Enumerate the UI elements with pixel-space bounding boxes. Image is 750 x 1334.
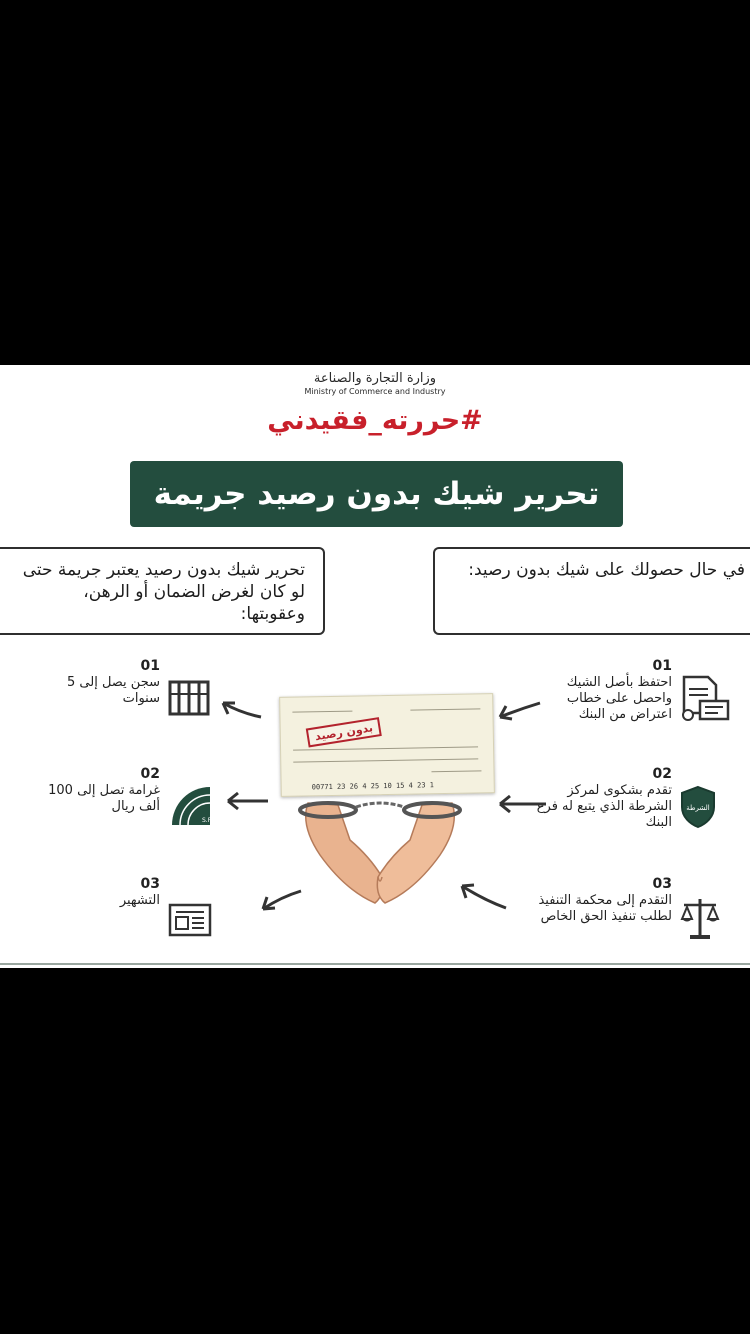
arrow-left-1 [215,695,265,725]
poster [0,365,750,968]
hashtag: #حررته_فقيدني [267,405,483,436]
title-banner: تحرير شيك بدون رصيد جريمة [130,461,623,527]
cheque-line [410,708,480,710]
penalty-step-1 [40,657,160,707]
cheque-line [293,746,478,750]
action-step-1-text: احتفظ بأصل الشيك واحصل على خطاب اعتراض من البنك [566,675,672,722]
actions-info-text: في حال حصولك على شيك بدون رصيد: [468,560,745,580]
arrow-left-2 [220,790,270,812]
penalty-step-2-number: 02 [140,766,160,782]
action-step-2-text: تقدم بشكوى لمركز الشرطة الذي يتبع له فرع البنك [536,783,672,830]
police-badge-icon [680,785,716,833]
action-step-3 [522,875,672,925]
penalties-info-text: تحرير شيك بدون رصيد يعتبر جريمة حتى لو كان لغرض الضمان أو الرهن، وعقوبتها: [22,560,305,624]
actions-info-box [433,547,750,635]
action-step-2-number: 02 [652,766,672,782]
document-icon [680,675,730,727]
scales-icon [680,895,720,945]
cheque-line [292,711,352,713]
ministry-name-arabic: وزارة التجارة والصناعة [313,371,437,386]
money-icon-label: S.R [202,817,212,824]
action-step-3-text: التقدم إلى محكمة التنفيذ لطلب تنفيذ الحق الخاص [538,893,672,924]
no-balance-stamp: بدون رصيد [306,717,382,747]
cheque-line [293,758,478,762]
cheque-line [431,770,481,772]
handcuffed-hands-illustration [290,785,470,915]
penalty-step-1-number: 01 [140,658,160,674]
penalty-step-3-text: التشهير [119,893,160,908]
money-icon [170,785,212,831]
prison-icon [168,680,210,720]
penalty-step-2-text: غرامة تصل إلى 100 ألف ريال [48,783,160,814]
action-step-1 [532,657,672,723]
cheque-image [279,693,495,797]
cheque-micr-line: 00771 23 26 4 25 10 15 4 23 1 [311,781,434,792]
action-step-3-number: 03 [652,876,672,892]
penalty-step-1-text: سجن يصل إلى 5 سنوات [66,675,160,706]
action-step-1-number: 01 [652,658,672,674]
penalties-info-box [0,547,325,635]
arrow-right-1 [492,695,544,725]
penalty-step-3-number: 03 [140,876,160,892]
bottom-divider [0,963,750,965]
newspaper-icon [168,903,212,941]
penalty-step-3 [40,875,160,909]
arrow-right-2 [492,793,548,815]
police-badge-label: الشرطة [686,804,710,812]
penalty-step-2 [30,765,160,815]
ministry-logo [300,371,450,397]
ministry-name-english: Ministry of Commerce and Industry [304,387,446,396]
